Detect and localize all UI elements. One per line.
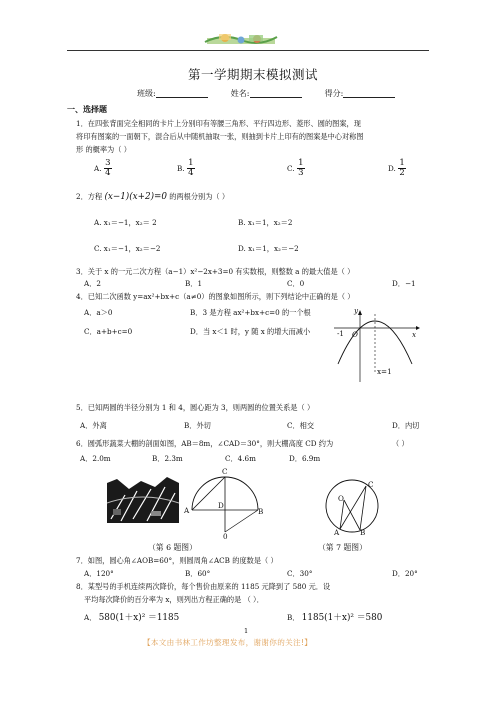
q2-equation: (x−1)(x+2)=0	[104, 192, 167, 202]
graph-symmetry-label: x=1	[377, 367, 392, 376]
q1-text-line3: 形 的概率为（ ）	[76, 145, 131, 154]
q1-option-c	[287, 159, 305, 178]
fig7-label-o: O	[338, 494, 344, 503]
q1-option-a	[94, 159, 112, 178]
q1-option-d	[388, 159, 406, 178]
section-heading: 一、选择题	[67, 104, 107, 114]
q3-text: 3．关于 x 的一元二次方程（a−1）x²−2x+3=0 有实数根，则整数 a 的最大值是（ ）	[76, 267, 355, 276]
header-rule	[67, 50, 429, 51]
q2-stem-pre: 2．方程	[76, 192, 103, 201]
q3-option-a: A．2	[84, 279, 101, 288]
q5-option-c: C．相交	[287, 421, 315, 430]
q1-c-fraction	[297, 159, 305, 178]
q7-option-a: A．120°	[84, 569, 114, 578]
x-axis-arrow	[416, 326, 420, 330]
exam-title: 第一学期期末模拟测试	[188, 67, 319, 82]
q6-paren: （ ）	[392, 439, 409, 448]
fig6-label-a: A	[184, 506, 190, 515]
q8-text-line2: 平均每次降价的百分率为 x，则列出方程正确的是 （ ）．	[84, 595, 264, 604]
q5-option-d: D．内切	[392, 421, 420, 430]
q4-option-c: C．a+b+c=0	[84, 327, 133, 336]
segment-oa	[340, 500, 344, 529]
q1-a-fraction	[104, 159, 112, 178]
q1-a-label: A.	[94, 164, 102, 173]
segment-ob	[344, 500, 360, 530]
segment-ob	[225, 510, 258, 532]
q8-option-a	[84, 613, 179, 623]
name-blank	[250, 89, 302, 98]
q2-option-a: A. x₁＝−1，x₂＝ 2	[94, 218, 157, 227]
fig6-label-c: C	[222, 467, 228, 476]
q8-b-label: B．	[287, 613, 300, 622]
q6-option-b: B．2.3m	[152, 454, 183, 463]
q5-option-b: B．外切	[184, 421, 211, 430]
q7-option-b: B．60°	[185, 569, 211, 578]
segment-ca	[340, 486, 366, 529]
q6-option-d: D．6.9m	[289, 454, 321, 463]
q7-circle-diagram	[322, 476, 386, 536]
q4-parabola-graph	[330, 308, 420, 386]
q1-c-label: C.	[287, 164, 295, 173]
q1-a-num: 3	[105, 158, 111, 168]
q1-d-label: D.	[388, 164, 396, 173]
q2-option-d: D. x₁＝1，x₂＝−2	[238, 244, 299, 253]
q5-text: 5．已知两圆的半径分别为 1 和 4，圆心距为 3，则两圆的位置关系是（ ）	[76, 403, 315, 412]
q3-option-b: B．1	[185, 279, 203, 288]
q3-option-c: C．0	[287, 279, 305, 288]
page-number: 1	[244, 627, 249, 635]
fig6-caption: （第 6 题图）	[148, 543, 197, 552]
class-label: 班级:	[137, 89, 156, 98]
q6-text: 6．圆弧形蔬菜大棚的剖面如图，AB＝8m，∠CAD＝30°，则大棚高度 CD 约为	[76, 439, 334, 448]
q1-b-label: B.	[177, 164, 185, 173]
q8-b-equation: 1185(1＋x)² ＝580	[301, 613, 383, 623]
segment-cb	[360, 486, 366, 530]
q7-option-c: C．30°	[287, 569, 313, 578]
q7-text: 7．如图，圆心角∠AOB=60°，则圆周角∠ACB 的度数是（ ）	[76, 556, 278, 565]
q2-stem	[76, 192, 229, 202]
q6-option-a: A．2.0m	[80, 454, 111, 463]
graph-y-label: y	[354, 306, 359, 315]
y-axis-arrow	[358, 310, 362, 315]
score-blank	[343, 89, 395, 98]
q8-a-label: A．	[84, 613, 97, 622]
q4-option-a: A．a＞0	[84, 308, 113, 317]
info-line	[137, 89, 395, 98]
q1-a-den: 4	[105, 168, 111, 178]
q1-text-line2: 将印有图案的一面朝下，混合后从中随机抽取一张，则抽到卡片上印有的图案是中心对称图	[76, 132, 364, 141]
q1-d-fraction	[398, 159, 406, 178]
name-label: 姓名:	[230, 89, 250, 98]
q6-option-c: C．4.6m	[225, 454, 256, 463]
fig7-caption: （第 7 题图）	[318, 543, 367, 552]
footer-banner: 【本文由书林工作坊整理发布，谢谢你的关注!】	[143, 638, 313, 647]
q8-option-b	[287, 613, 382, 623]
q2-stem-post: 的两根分别为（ ）	[169, 192, 230, 201]
q1-c-num: 1	[298, 158, 304, 168]
q1-c-den: 3	[298, 168, 304, 178]
q1-b-num: 1	[188, 158, 194, 168]
q8-text-line1: 8．某型号的手机连续两次降价，每个售价由原来的 1185 元降到了 580 元．设	[76, 582, 331, 591]
fig6-label-o: 0	[223, 532, 228, 541]
q4-text: 4．已知二次函数 y=ax²+bx+c（a≠0）的图象如图所示，则下列结论中正确的是（ ）	[76, 292, 355, 301]
q3-option-d: D．−1	[392, 279, 416, 288]
graph-x-label: x	[412, 330, 417, 339]
fig7-label-b: B	[360, 528, 366, 537]
q1-b-fraction	[187, 159, 195, 178]
q7-option-d: D．20°	[392, 569, 418, 578]
fig6-label-b: B	[258, 507, 264, 516]
q6-arc-diagram	[184, 467, 264, 541]
header-logo	[203, 31, 279, 49]
class-blank	[156, 89, 208, 98]
graph-neg1-label: -1	[337, 329, 345, 338]
q1-text-line1: 1．在四张背面完全相同的卡片上分别印有等腰三角形、平行四边形、菱形、圆的图案，现	[76, 119, 361, 128]
graph-origin-label: O	[352, 330, 358, 339]
q1-option-b	[177, 159, 195, 178]
score-label: 得分:	[324, 89, 344, 98]
q8-a-equation: 580(1＋x)² ＝1185	[98, 613, 180, 623]
q1-b-den: 4	[188, 168, 194, 178]
q5-option-a: A．外离	[80, 421, 107, 430]
q1-d-den: 2	[399, 168, 405, 178]
q4-option-b: B．3 是方程 ax²+bx+c=0 的一个根	[190, 308, 311, 317]
q1-d-num: 1	[399, 158, 405, 168]
fig6-label-d: D	[218, 501, 224, 510]
q2-option-b: B. x₁＝1，x₂＝2	[238, 218, 293, 227]
fig7-label-a: A	[334, 528, 340, 537]
q4-option-d: D．当 x＜1 时，y 随 x 的增大而减小	[190, 327, 311, 336]
q2-option-c: C. x₁＝−1，x₂＝−2	[94, 244, 161, 253]
greenhouse-photo	[107, 473, 179, 523]
fig7-label-c: C	[368, 480, 374, 489]
